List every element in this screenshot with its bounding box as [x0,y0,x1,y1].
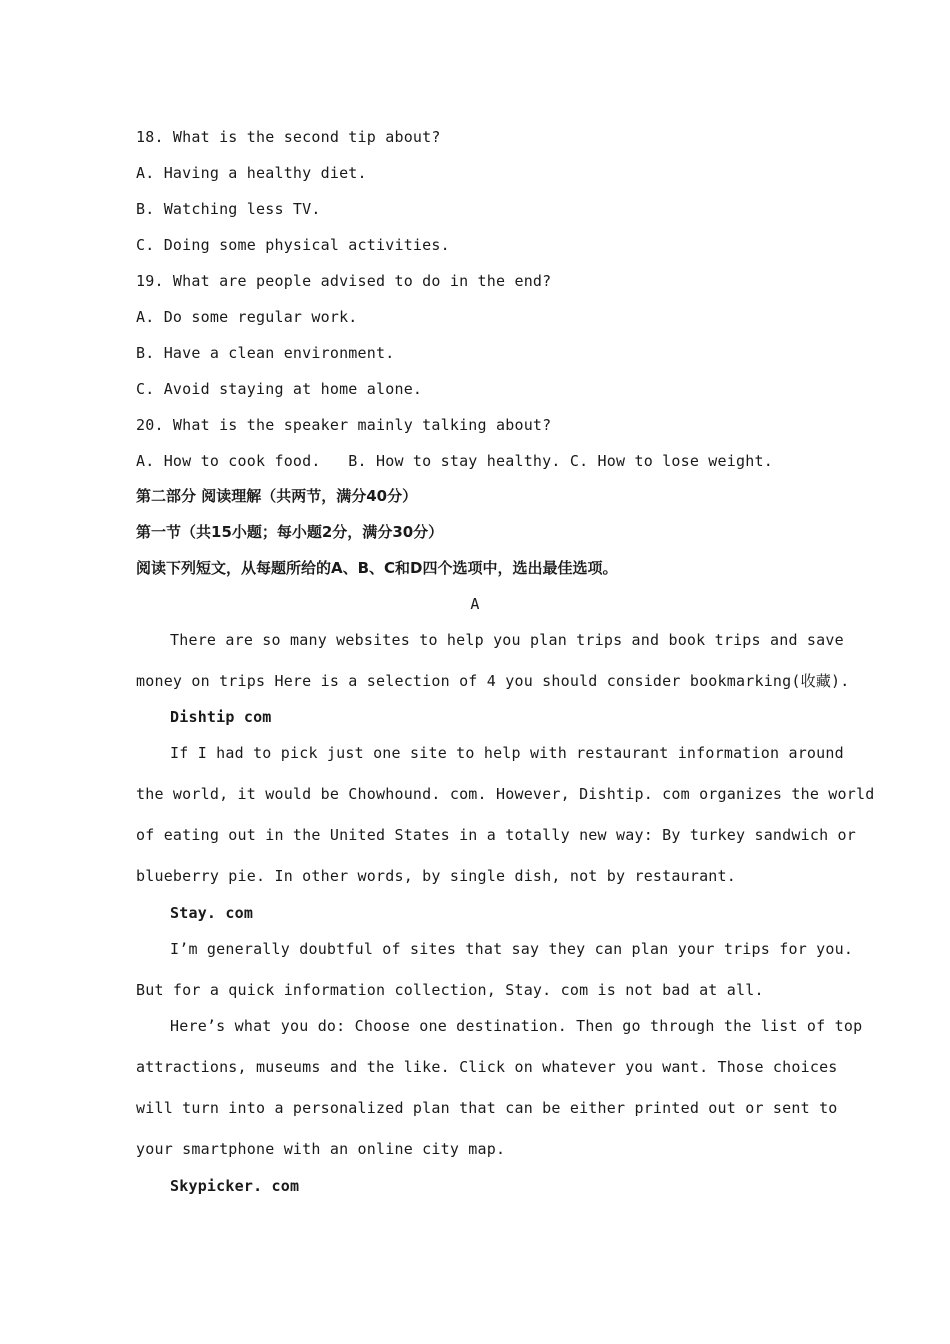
section-heading-stay: Stay. com [170,904,254,922]
question-20-stem: 20. What is the speaker mainly talking about? [136,416,552,434]
passage-line: attractions, museums and the like. Click on whatever you want. Those choices [136,1058,838,1076]
question-18-option-a: A. Having a healthy diet. [136,164,367,182]
question-19-stem: 19. What are people advised to do in the end? [136,272,552,290]
section-heading-dishtip: Dishtip com [170,708,272,726]
section-heading-skypicker: Skypicker. com [170,1177,300,1195]
passage-line: your smartphone with an online city map. [136,1140,506,1158]
question-18-stem: 18. What is the second tip about? [136,128,441,146]
passage-intro-line: money on trips Here is a selection of 4 you should consider bookmarking(收藏). [136,672,850,690]
passage-line: If I had to pick just one site to help with restaurant information around [170,744,844,762]
passage-line: the world, it would be Chowhound. com. However, Dishtip. com organizes the world [136,785,875,803]
question-19-option-a: A. Do some regular work. [136,308,358,326]
passage-line: I’m generally doubtful of sites that say they can plan your trips for you. [170,940,854,958]
question-20-options: A. How to cook food. B. How to stay healthy. C. How to lose weight. [136,452,773,470]
passage-line: Here’s what you do: Choose one destination. Then go through the list of top [170,1017,863,1035]
passage-label: A [470,595,480,613]
passage-line: will turn into a personalized plan that can be either printed out or sent to [136,1099,838,1117]
passage-line: blueberry pie. In other words, by single dish, not by restaurant. [136,867,736,885]
reading-instructions: 阅读下列短文，从每题所给的A、B、C和D四个选项中，选出最佳选项。 [136,559,618,577]
part-two-title: 第二部分 阅读理解（共两节，满分40分） [136,487,418,505]
passage-line: of eating out in the United States in a totally new way: By turkey sandwich or [136,826,856,844]
question-19-option-b: B. Have a clean environment. [136,344,395,362]
passage-line: But for a quick information collection, Stay. com is not bad at all. [136,981,764,999]
passage-intro-line: There are so many websites to help you plan trips and book trips and save [170,631,844,649]
section-one-title: 第一节（共15小题；每小题2分，满分30分） [136,523,444,541]
question-18-option-c: C. Doing some physical activities. [136,236,450,254]
question-18-option-b: B. Watching less TV. [136,200,321,218]
question-19-option-c: C. Avoid staying at home alone. [136,380,423,398]
